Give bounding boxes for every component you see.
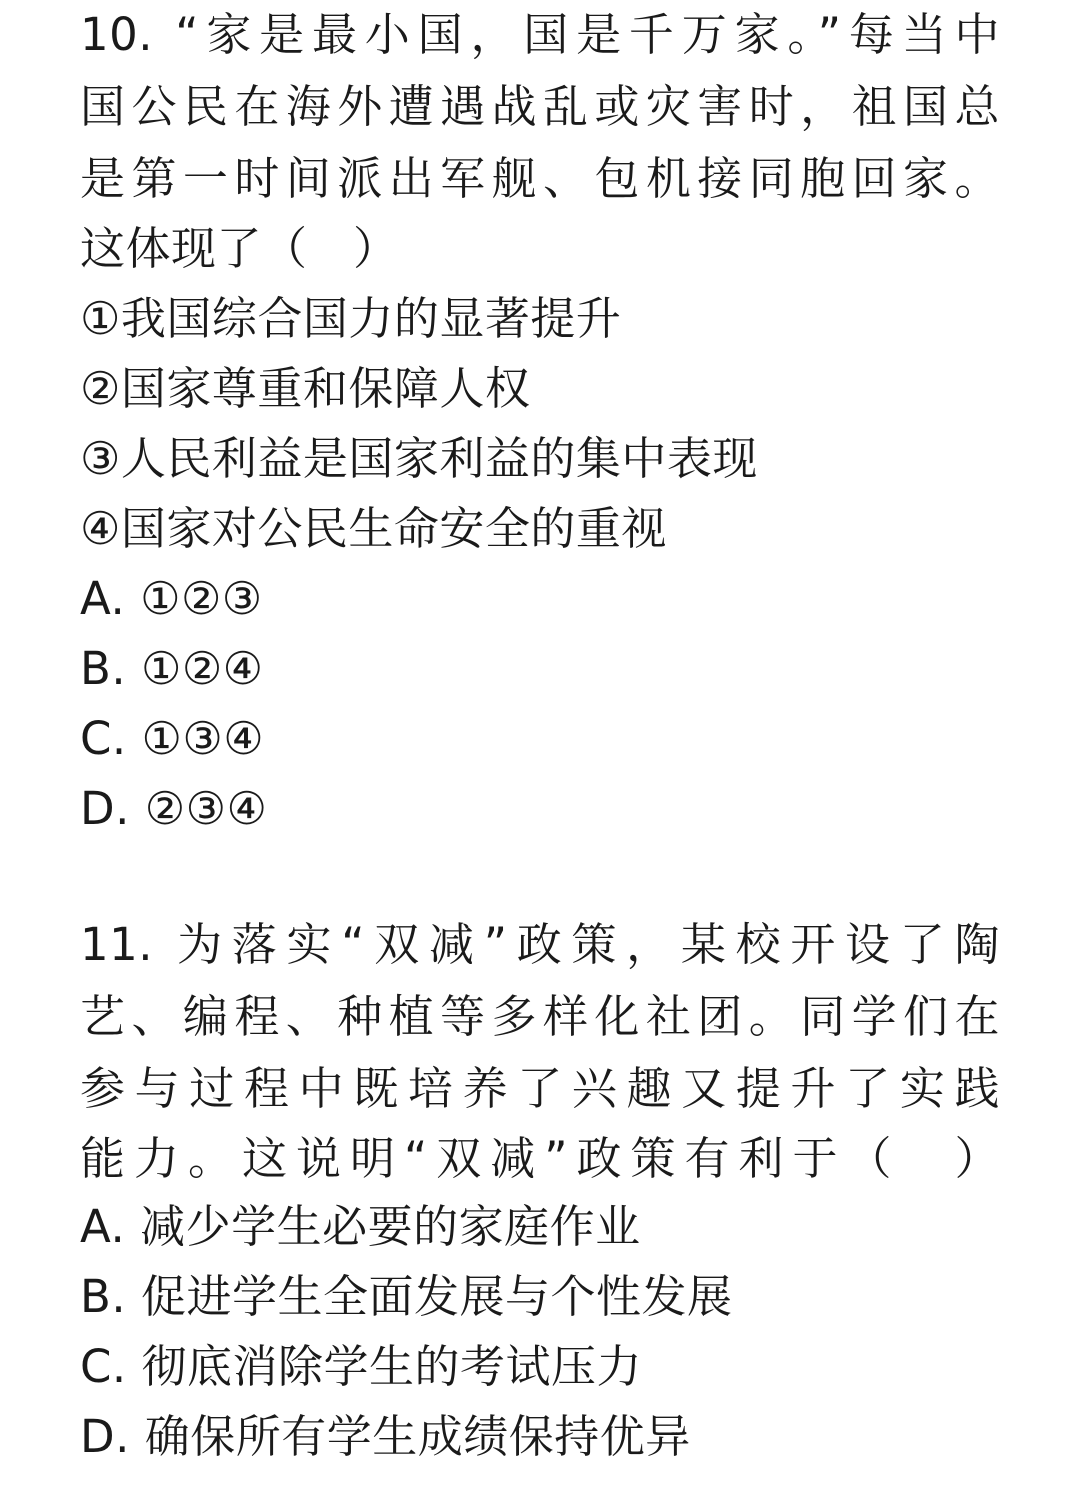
question-10-stem-line: 10. “家是最小国，国是千万家。”每当中 [80,8,1000,61]
question-11-stem-line: 能力。这说明“双减”政策有利于（ ） [80,1132,1000,1185]
question-10-stem-line: 是第一时间派出军舰、包机接同胞回家。 [80,152,1000,205]
question-11-option-d: D. 确保所有学生成绩保持优异 [80,1410,691,1463]
question-11-option-b: B. 促进学生全面发展与个性发展 [80,1270,733,1323]
question-11-stem-line: 参与过程中既培养了兴趣又提升了实践 [80,1062,1000,1115]
question-10-statement-4: ④国家对公民生命安全的重视 [80,502,667,555]
question-10-statement-3: ③人民利益是国家利益的集中表现 [80,432,758,485]
question-10-statement-1: ①我国综合国力的显著提升 [80,292,622,345]
question-11-option-a: A. 减少学生必要的家庭作业 [80,1200,641,1253]
question-10-option-b: B. ①②④ [80,642,264,695]
question-10-option-c: C. ①③④ [80,712,265,765]
question-10-option-a: A. ①②③ [80,572,263,625]
question-10-stem-line: 国公民在海外遭遇战乱或灾害时，祖国总 [80,80,1000,133]
question-11-stem-line: 艺、编程、种植等多样化社团。同学们在 [80,990,1000,1043]
question-10-statement-2: ②国家尊重和保障人权 [80,362,531,415]
question-10-stem-line: 这体现了（ ） [80,222,399,275]
question-10-option-d: D. ②③④ [80,782,268,835]
question-11-option-c: C. 彻底消除学生的考试压力 [80,1340,643,1393]
question-11-stem-line: 11. 为落实“双减”政策，某校开设了陶 [80,918,1000,971]
